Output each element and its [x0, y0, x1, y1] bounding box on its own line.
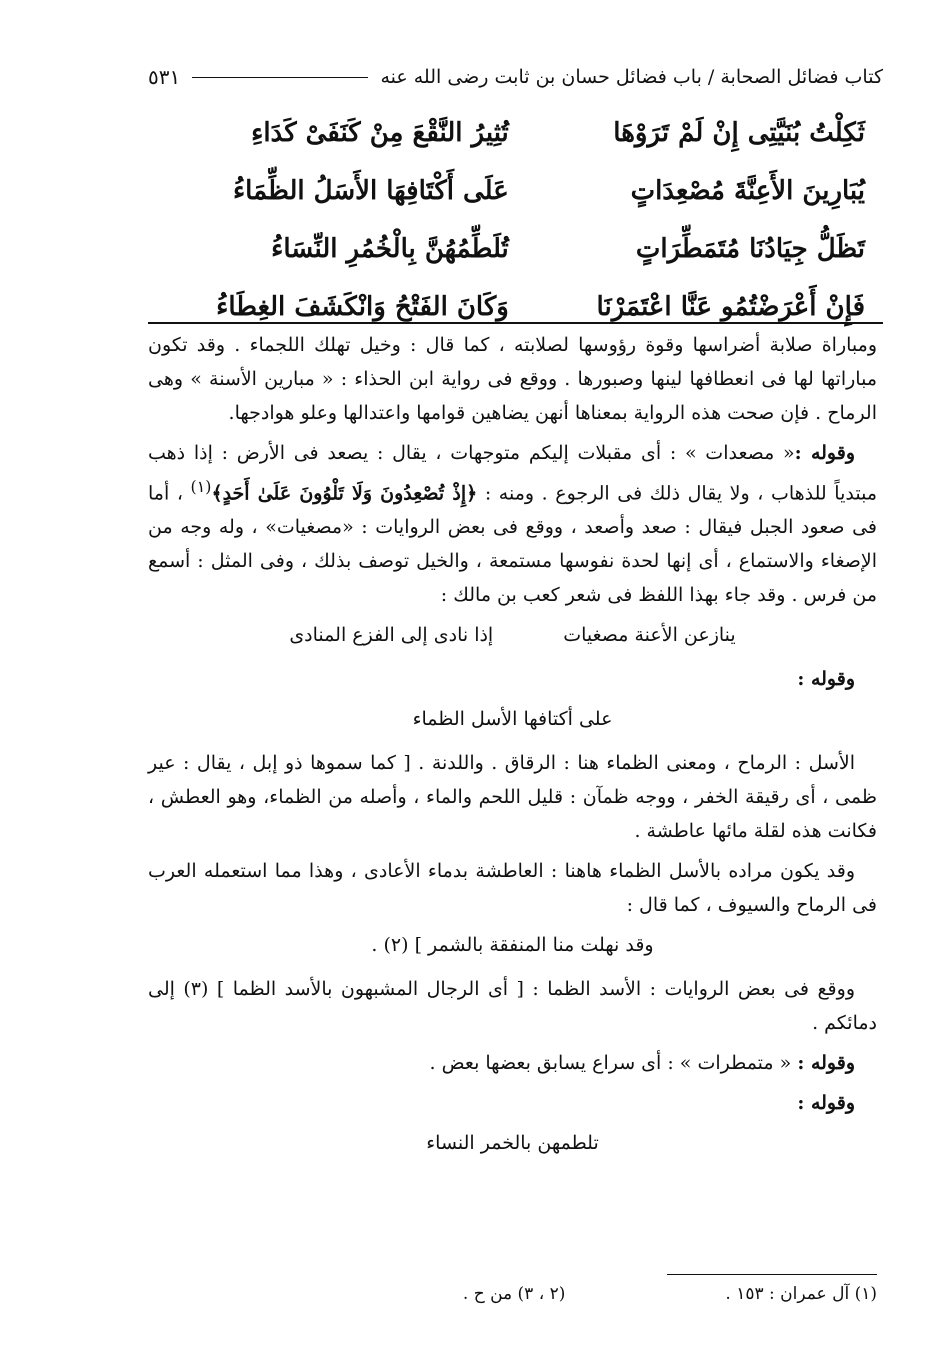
paragraph	[148, 436, 877, 612]
cited-verse: وقد نهلت منا المنفقة بالشمر ] (٢) .	[371, 934, 654, 957]
footnote-ref: (١)	[190, 477, 212, 496]
poem-hemistich-first: فَإِنْ أَعْرَضْتُمُو عَنَّا اعْتَمَرْنَا	[596, 292, 865, 322]
cited-verse: تلطمهن بالخمر النساء	[426, 1132, 599, 1155]
cited-verse: على أكتافها الأسل الظماء	[412, 708, 613, 731]
paragraph-text: « متمطرات » : أى سراع يسابق بعضها بعض .	[429, 1052, 792, 1075]
verse-hemistich-second: إذا نادى إلى الفزع المنادى	[289, 624, 494, 647]
poem	[180, 104, 865, 336]
footnotes	[148, 1284, 877, 1304]
poem-verse	[180, 104, 865, 162]
paragraph-label: وقوله :	[794, 442, 855, 464]
paragraph: الأسل : الرماح ، ومعنى الظماء هنا : الرقاق . واللدنة . [ كما سموها ذو إبل ، يقال : عير ظمى ، أى رقيقة الخفر ، ووجه ظمآن : قليل اللحم والماء ، وأصله من الظماء، وهو العطش ، فكانت هذه لقلة مائها عاطشة .	[148, 752, 877, 843]
poem-hemistich-second: وَكَانَ الفَتْحُ وَانْكَشَفَ الغِطَاءُ	[216, 292, 509, 322]
section-label: وقوله :	[797, 668, 855, 691]
paragraph: ووقع فى بعض الروايات : الأسد الظما : [ أى الرجال المشبهون بالأسد الظما ] (٣) إلى دمائكم .	[148, 978, 877, 1035]
running-header	[148, 62, 883, 92]
paragraph: ومباراة صلابة أضراسها وقوة رؤوسها لصلابته ، كما قال : وخيل تهلك اللجماء . وقد تكون مباراتها لها فى انعطافها لينها وصبورها . ووقع فى رواية ابن الحذاء : « مبارين الأسنة » وهى الرماح . فإن صحت هذه الرواية بمعناها أنهن يضاهين قوامها واعتدالها وعلو هوادجها.	[148, 334, 877, 424]
footnote: (٢ ، ٣) من ح .	[462, 1284, 566, 1304]
poem-hemistich-first: تَظَلُّ جِيَادُنَا مُتَمَطِّرَاتٍ	[635, 234, 865, 264]
quran-quote: ﴿إِذْ تُصْعِدُونَ وَلَا تَلْوُونَ عَلَىٰ أَحَدٍ﴾	[211, 482, 478, 505]
chapter-title: كتاب فضائل الصحابة / باب فضائل حسان بن ثابت رضى الله عنه	[380, 66, 883, 88]
poem-hemistich-first: ثَكِلْتُ بُنَيَّتِى إِنْ لَمْ تَرَوْهَا	[613, 118, 865, 148]
verse-hemistich-first: ينازعن الأعنة مصغيات	[563, 624, 736, 647]
poem-hemistich-second: تُثِيرُ النَّقْعَ مِنْ كَنَفَىْ كَدَاءِ	[251, 118, 509, 148]
paragraph-text: « مصعدات » : أى مقبلات إليكم متوجهات ، يقال : يصعد فى الأرض : إذا ذهب مبتدياً للذهاب ، ولا يقال ذلك فى الرجوع . ومنه :	[148, 442, 877, 505]
paragraph-text: ، أما فى صعود الجبل فيقال : صعد وأصعد ، ووقع فى بعض الروايات : «مصغيات» ، وله وجه من الإصغاء والاستماع ، أى إنها لحدة نفوسها مستمعة ، والخيل توصف بذلك ، وفى المثل : أسمع من فرس . وقد جاء بهذا اللفظ فى شعر كعب بن مالك :	[148, 482, 877, 607]
cited-verse	[148, 618, 877, 652]
poem-hemistich-second: عَلَى أَكْتَافِهَا الأَسَلُ الظِّمَاءُ	[232, 176, 509, 206]
paragraph: وقد يكون مراده بالأسل الظماء هاهنا : العاطشة بدماء الأعادى ، وهذا مما استعمله العرب فى الرماح والسيوف ، كما قال :	[148, 860, 877, 917]
header-rule	[192, 77, 368, 78]
poem-verse	[180, 220, 865, 278]
poem-hemistich-second: تُلَطِّمُهُنَّ بِالْخُمُرِ النِّسَاءُ	[271, 234, 509, 264]
footnote: (١) آل عمران : ١٥٣ .	[725, 1284, 877, 1304]
poem-divider	[148, 322, 883, 324]
paragraph	[148, 1046, 877, 1080]
section-label: وقوله :	[797, 1092, 855, 1115]
page-number: ٥٣١	[148, 65, 181, 89]
poem-verse	[180, 162, 865, 220]
poem-hemistich-first: يُبَارِينَ الأَعِنَّةَ مُصْعِدَاتٍ	[630, 176, 865, 206]
paragraph-label: وقوله :	[797, 1052, 855, 1075]
footnote-rule	[667, 1274, 877, 1275]
commentary-body	[148, 328, 877, 1170]
